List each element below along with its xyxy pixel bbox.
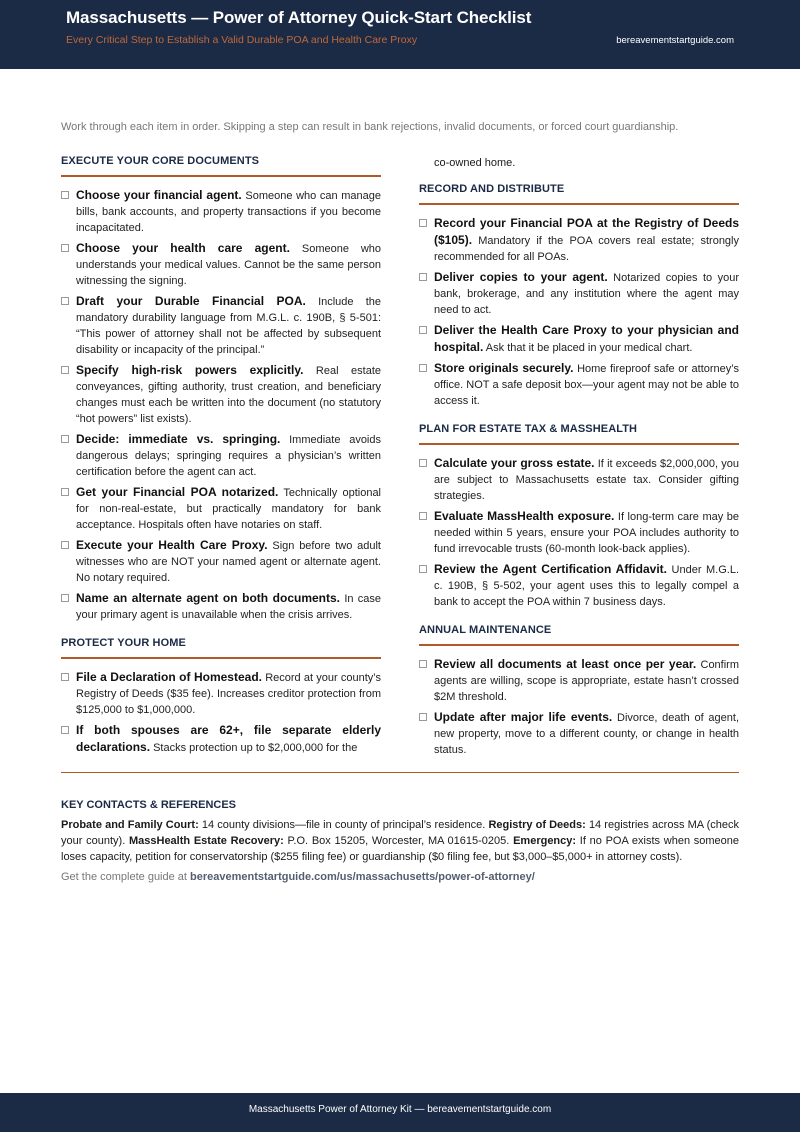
checklist-item: [61, 187, 381, 236]
section-title: RECORD AND DISTRIBUTE: [419, 183, 739, 205]
item-description: Under M.G.L. c. 190B, § 5-502, your agent uses this to legally compel a bank to accept the POA within 7 business days.: [434, 564, 739, 608]
item-label: Decide: immediate vs. springing.: [76, 432, 281, 446]
section-estate: [419, 423, 739, 610]
page-subtitle: Every Critical Step to Establish a Valid Durable POA and Health Care Proxy: [66, 34, 418, 46]
page-header: [0, 0, 800, 69]
checklist-item: [419, 508, 739, 557]
item-description: If long-term care may be needed within 5 years, ensure your POA includes authority to fund irrevocable trusts (60-month look-back applies).: [434, 511, 739, 555]
intro-text: Work through each item in order. Skipping a step can result in bank rejections, invalid documents, or forced court guardianship.: [61, 121, 679, 133]
checkbox-icon[interactable]: [419, 565, 427, 573]
checkbox-icon[interactable]: [419, 219, 427, 227]
item-label: Draft your Durable Financial POA.: [76, 294, 306, 308]
checkbox-icon[interactable]: [61, 488, 69, 496]
item-description: Ask that it be placed in your medical chart.: [485, 342, 693, 354]
item-label: Store originals securely.: [434, 361, 574, 375]
checklist: [419, 215, 739, 409]
item-label: Choose your financial agent.: [76, 188, 242, 202]
item-description: Stacks protection up to $2,000,000 for the: [153, 742, 358, 754]
item-label: Deliver copies to your agent.: [434, 270, 608, 284]
header-site: bereavementstartguide.com: [616, 35, 734, 46]
item-label: Evaluate MassHealth exposure.: [434, 509, 615, 523]
section-home: [61, 637, 381, 756]
item-label: Deliver the Health Care Proxy to your physician and hospital.: [434, 323, 739, 354]
checkbox-icon[interactable]: [61, 726, 69, 734]
section-title: PROTECT YOUR HOME: [61, 637, 381, 659]
section-title: ANNUAL MAINTENANCE: [419, 624, 739, 646]
item-description: If it exceeds $2,000,000, you are subject to Massachusetts estate tax. Consider gifting strategies.: [434, 458, 740, 502]
checklist: [61, 187, 381, 623]
item-description: Real estate conveyances, gifting authority, trust creation, and beneficiary changes must each be written into the document (no statutory “hot powers” list exists).: [76, 365, 381, 425]
item-label: Name an alternate agent on both documents.: [76, 591, 341, 605]
checkbox-icon[interactable]: [61, 366, 69, 374]
checkbox-icon[interactable]: [419, 512, 427, 520]
checkbox-icon[interactable]: [61, 541, 69, 549]
item-label: Execute your Health Care Proxy.: [76, 538, 268, 552]
item-label: Specify high-risk powers explicitly.: [76, 363, 304, 377]
checkbox-icon[interactable]: [419, 364, 427, 372]
section-core: [61, 155, 381, 623]
checklist-item: [61, 669, 381, 718]
checklist-item: [419, 709, 739, 758]
item-label: Update after major life events.: [434, 710, 613, 724]
emergency-text: If no POA exists when someone loses capacity, petition for conservatorship ($255 filing fee) or guardianship ($0 filing fee, but $3,000–$5,000+ in attorney costs).: [61, 835, 740, 863]
guide-prefix: Get the complete guide at: [61, 871, 187, 883]
checkbox-icon[interactable]: [61, 673, 69, 681]
item-description: Home fireproof safe or attorney’s office. NOT a safe deposit box—your agent may not be able to access it.: [434, 363, 740, 407]
right-column: [419, 155, 739, 772]
item-description: Technically optional for non-real-estate, but practically mandatory for bank acceptance. Hospitals often have notaries on staff.: [76, 487, 382, 531]
item-description: Notarized copies to your bank, brokerage, and any institution where the agent may need to act.: [434, 272, 739, 316]
section-annual: [419, 624, 739, 758]
checkbox-icon[interactable]: [61, 244, 69, 252]
checklist-item: [61, 240, 381, 289]
checkbox-icon[interactable]: [61, 435, 69, 443]
section-title: PLAN FOR ESTATE TAX & MASSHEALTH: [419, 423, 739, 445]
probate-label: Probate and Family Court:: [61, 819, 199, 831]
registry-label: Registry of Deeds:: [488, 819, 586, 831]
item-description: Someone who understands your medical values. Cannot be the same person witnessing the signing.: [76, 243, 381, 287]
checklist-item: [61, 431, 381, 480]
page-title: Massachusetts — Power of Attorney Quick-Start Checklist: [66, 8, 532, 27]
checkbox-icon[interactable]: [419, 459, 427, 467]
checklist: [419, 656, 739, 758]
checkbox-icon[interactable]: [419, 713, 427, 721]
checklist-item: [419, 269, 739, 318]
left-column: [61, 155, 381, 770]
checklist: [61, 669, 381, 756]
item-label: Get your Financial POA notarized.: [76, 485, 279, 499]
contacts-title: KEY CONTACTS & REFERENCES: [61, 799, 237, 811]
registry-text: 14 registries across MA (check your county).: [61, 819, 740, 847]
checkbox-icon[interactable]: [419, 326, 427, 334]
guide-line: [61, 871, 739, 883]
checklist-item: [61, 590, 381, 623]
item-description: Sign before two adult witnesses who are NOT your named agent or alternate agent. No notary required.: [76, 540, 381, 584]
checkbox-icon[interactable]: [419, 660, 427, 668]
checklist-item: [419, 322, 739, 356]
checklist-item: [61, 537, 381, 586]
masshealth-label: MassHealth Estate Recovery:: [128, 835, 284, 847]
checkbox-icon[interactable]: [61, 191, 69, 199]
checklist-item: [419, 561, 739, 610]
probate-text: 14 county divisions—file in county of principal’s residence.: [201, 819, 486, 831]
item-label: If both spouses are 62+, file separate elderly declarations.: [76, 723, 381, 754]
checklist-item: [419, 360, 739, 409]
item-label: Review the Agent Certification Affidavit.: [434, 562, 667, 576]
item-description: Confirm agents are willing, scope is appropriate, estate hasn’t crossed $2M threshold.: [434, 659, 740, 703]
section-record: [419, 183, 739, 409]
item-description: Divorce, death of agent, new property, move to a different county, or change in health status.: [434, 712, 739, 756]
checklist-item: [61, 362, 381, 427]
item-description: Immediate avoids dangerous delays; springing requires a physician’s written certification before the agent can act.: [76, 434, 381, 478]
divider: [61, 772, 739, 773]
checklist-item: [61, 722, 381, 756]
checklist-item: [61, 484, 381, 533]
footer-text: Massachusetts Power of Attorney Kit — bereavementstartguide.com: [248, 1104, 552, 1115]
checklist-item: [419, 455, 739, 504]
checklist-item: [61, 293, 381, 358]
contacts-section: [61, 799, 739, 883]
section-title: EXECUTE YOUR CORE DOCUMENTS: [61, 155, 381, 177]
checklist: [419, 455, 739, 610]
item-description: Include the mandatory durability language from M.G.L. c. 190B, § 5-501: “This power of attorney shall not be affected by subsequent disability or incapacity of the principal.”: [76, 296, 382, 356]
item-label: Review all documents at least once per year.: [434, 657, 697, 671]
checkbox-icon[interactable]: [61, 594, 69, 602]
checkbox-icon[interactable]: [61, 297, 69, 305]
item-label: Record your Financial POA at the Registry of Deeds ($105).: [434, 216, 739, 247]
guide-link[interactable]: bereavementstartguide.com/us/massachusetts/power-of-attorney/: [190, 871, 535, 883]
item-label: File a Declaration of Homestead.: [76, 670, 262, 684]
item-description: Someone who can manage bills, bank accounts, and property transactions if you become incapacitated.: [76, 190, 381, 234]
masshealth-text: P.O. Box 15205, Worcester, MA 01615-0205.: [287, 835, 510, 847]
item-label: Choose your health care agent.: [76, 241, 290, 255]
item-description: Record at your county’s Registry of Deeds ($35 fee). Increases creditor protection from $125,000 to $1,000,000.: [76, 672, 382, 716]
item-description: Mandatory if the POA covers real estate; strongly recommended for all POAs.: [434, 235, 739, 263]
page-footer: [0, 1093, 800, 1132]
checkbox-icon[interactable]: [419, 273, 427, 281]
continued-text: co-owned home.: [434, 157, 516, 169]
checklist-item: [419, 656, 739, 705]
checklist-item: [419, 215, 739, 265]
contacts-paragraph: [61, 817, 739, 865]
item-description: In case your primary agent is unavailable when the crisis arrives.: [76, 593, 381, 621]
item-label: Calculate your gross estate.: [434, 456, 595, 470]
emergency-label: Emergency:: [513, 835, 577, 847]
